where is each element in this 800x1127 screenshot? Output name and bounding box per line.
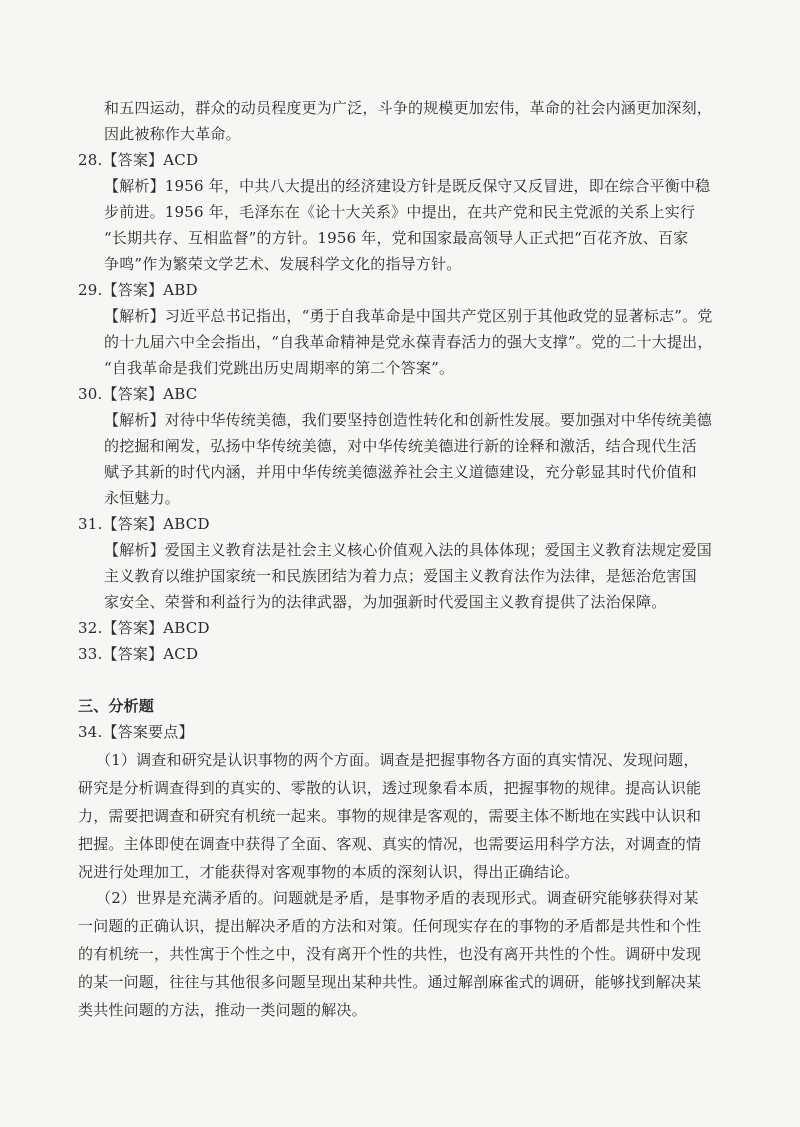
paragraph-line: 把握。主体即使在调查中获得了全面、客观、真实的情况，也需要运用科学方法，对调查的情: [78, 835, 702, 853]
paragraph-line: 的某一问题，往往与其他很多问题呈现出某种共性。通过解剖麻雀式的调研，能够找到解决某: [78, 973, 702, 991]
answer-33-label: 33.【答案】ACD: [78, 645, 199, 663]
answer-30-label: 30.【答案】ABC: [78, 385, 198, 403]
answer-31-label: 31.【答案】ABCD: [78, 515, 210, 533]
analysis-line: 主义教育以维护国家统一和民族团结为着力点；爱国主义教育法作为法律，是惩治危害国: [104, 567, 697, 585]
analysis-line: 【解析】对待中华传统美德，我们要坚持创造性转化和创新性发展。要加强对中华传统美德: [104, 411, 713, 429]
analysis-line: 的十九届六中全会指出，“自我革命精神是党永葆青春活力的强大支撑”。党的二十大提出，: [104, 333, 713, 351]
analysis-line: 的挖掘和阐发，弘扬中华传统美德，对中华传统美德进行新的诠释和激活，结合现代生活: [104, 437, 697, 455]
analysis-line: 赋予其新的时代内涵，并用中华传统美德滋养社会主义道德建设，充分彰显其时代价值和: [104, 463, 697, 481]
text-line: 因此被称作大革命。: [104, 125, 241, 143]
paragraph-line: （2）世界是充满矛盾的。问题就是矛盾，是事物矛盾的表现形式。调查研究能够获得对某: [96, 889, 699, 907]
answer-32-label: 32.【答案】ABCD: [78, 619, 210, 637]
analysis-line: 家安全、荣誉和利益行为的法律武器，为加强新时代爱国主义教育提供了法治保障。: [104, 593, 667, 611]
answer-29-label: 29.【答案】ABD: [78, 281, 198, 299]
analysis-line: 永恒魅力。: [104, 489, 181, 507]
analysis-line: 【解析】习近平总书记指出，“勇于自我革命是中国共产党区别于其他政党的显著标志”。党: [104, 307, 713, 325]
analysis-line: “自我革命是我们党跳出历史周期率的第二个答案”。: [104, 359, 455, 377]
paragraph-line: 况进行处理加工，才能获得对客观事物的本质的深刻认识，得出正确结论。: [78, 863, 580, 881]
paragraph-line: 一问题的正确认识，提出解决矛盾的方法和对策。任何现实存在的事物的矛盾都是共性和个性: [78, 917, 702, 935]
question-34-label: 34.【答案要点】: [78, 723, 194, 741]
analysis-line: 争鸣”作为繁荣文学艺术、发展科学文化的指导方针。: [104, 255, 462, 273]
paragraph-line: 力，需要把调查和研究有机统一起来。事物的规律是客观的，需要主体不断地在实践中认识和: [78, 807, 702, 825]
analysis-line: 【解析】爱国主义教育法是社会主义核心价值观入法的具体体现；爱国主义教育法规定爱国: [104, 541, 713, 559]
paragraph-line: 类共性问题的方法，推动一类问题的解决。: [78, 1001, 367, 1019]
text-line: 和五四运动，群众的动员程度更为广泛，斗争的规模更加宏伟，革命的社会内涵更加深刻，: [104, 99, 713, 117]
paragraph-line: （1）调查和研究是认识事物的两个方面。调查是把握事物各方面的真实情况、发现问题，: [96, 751, 699, 769]
answer-28-label: 28.【答案】ACD: [78, 151, 199, 169]
analysis-line: 【解析】1956 年，中共八大提出的经济建设方针是既反保守又反冒进，即在综合平衡中稳: [104, 177, 711, 195]
analysis-line: “长期共存、互相监督”的方针。1956 年，党和国家最高领导人正式把“百花齐放、百家: [104, 229, 689, 247]
analysis-line: 步前进。1956 年，毛泽东在《论十大关系》中提出，在共产党和民主党派的关系上实行: [104, 203, 696, 221]
paragraph-line: 的有机统一，共性寓于个性之中，没有离开个性的共性，也没有离开共性的个性。调研中发现: [78, 945, 702, 963]
section-title: 三、分析题: [78, 697, 155, 715]
paragraph-line: 研究是分析调查得到的真实的、零散的认识，透过现象看本质，把握事物的规律。提高认识能: [78, 779, 702, 797]
